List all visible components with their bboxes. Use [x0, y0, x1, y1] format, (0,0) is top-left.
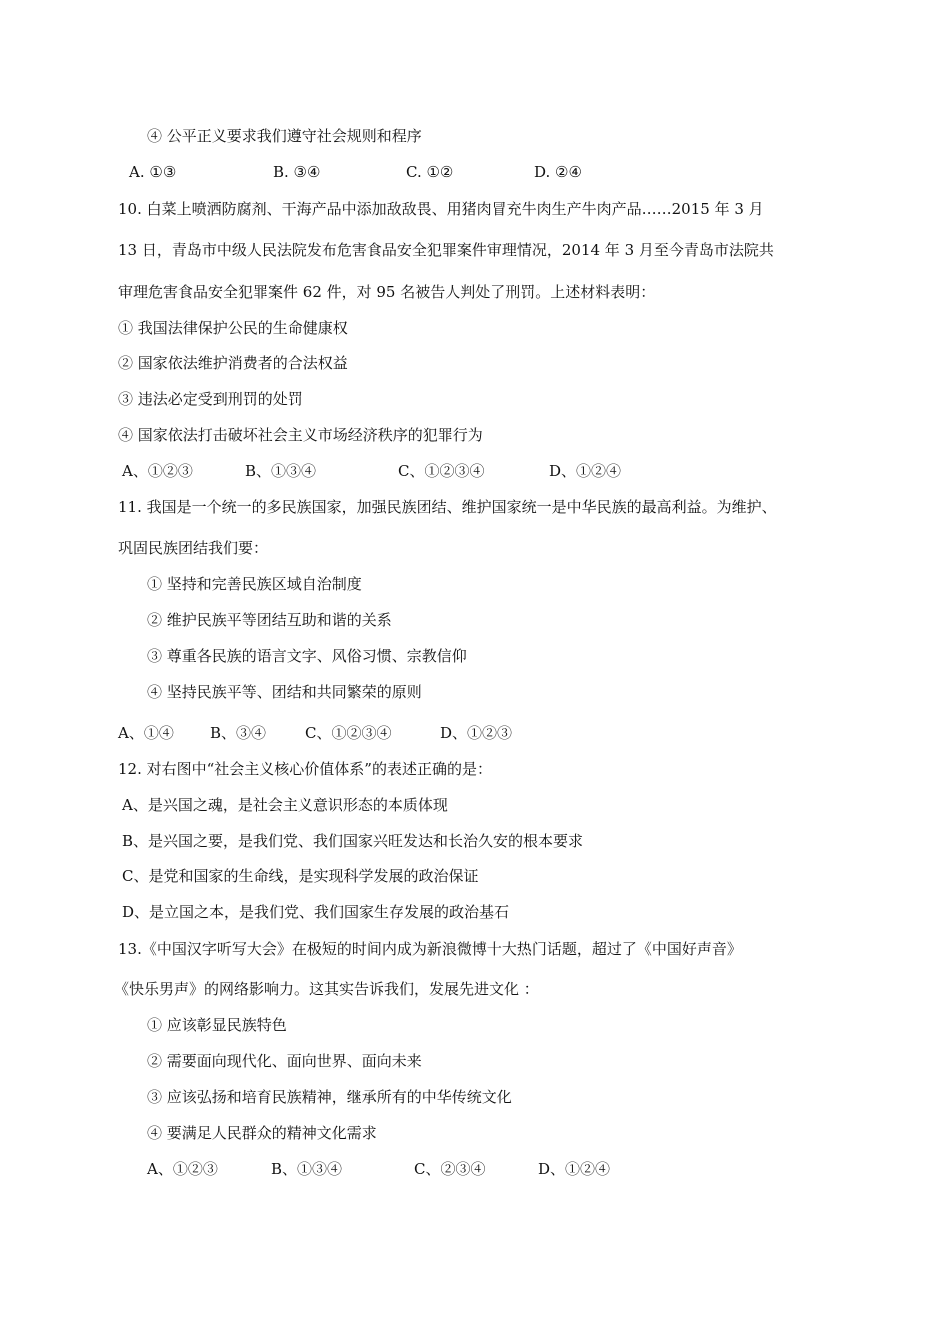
- q10-stem-line-1: 10. 白菜上喷洒防腐剂、干海产品中添加敌敌畏、用猪肉冒充牛肉生产牛肉产品……2015 年 3 月: [118, 200, 764, 218]
- q13-stem-line-1: 13.《中国汉字听写大会》在极短的时间内成为新浪微博十大热门话题，超过了《中国好声音》: [118, 940, 742, 958]
- q12-option-c: C、是党和国家的生命线，是实现科学发展的政治保证: [122, 867, 479, 885]
- q10-option-b: B、①③④: [245, 462, 317, 480]
- q11-statement-2: ② 维护民族平等团结互助和谐的关系: [147, 611, 392, 629]
- q13-option-b: B、①③④: [271, 1160, 343, 1178]
- q13-statement-2: ② 需要面向现代化、面向世界、面向未来: [147, 1052, 422, 1070]
- q9-option-a: A. ①③: [129, 163, 177, 181]
- q11-statement-1: ① 坚持和完善民族区域自治制度: [147, 575, 362, 593]
- q13-stem-line-2: 《快乐男声》的网络影响力。这其实告诉我们，发展先进文化 ：: [114, 980, 539, 998]
- q12-option-a: A、是兴国之魂，是社会主义意识形态的本质体现: [122, 796, 448, 814]
- q13-option-d: D、①②④: [538, 1160, 611, 1178]
- q10-stem-line-2: 13 日，青岛市中级人民法院发布危害食品安全犯罪案件审理情况，2014 年 3 月至今青岛市法院共: [118, 241, 774, 259]
- q9-statement-4: ④ 公平正义要求我们遵守社会规则和程序: [147, 127, 422, 145]
- q10-stem-line-3: 审理危害食品安全犯罪案件 62 件，对 95 名被告人判处了刑罚。上述材料表明：: [118, 283, 656, 301]
- q10-statement-3: ③ 违法必定受到刑罚的处罚: [118, 390, 303, 408]
- q13-statement-4: ④ 要满足人民群众的精神文化需求: [147, 1124, 377, 1142]
- q9-option-b: B. ③④: [273, 163, 321, 181]
- q11-statement-4: ④ 坚持民族平等、团结和共同繁荣的原则: [147, 683, 422, 701]
- q13-statement-3: ③ 应该弘扬和培育民族精神，继承所有的中华传统文化: [147, 1088, 512, 1106]
- q10-statement-4: ④ 国家依法打击破坏社会主义市场经济秩序的犯罪行为: [118, 426, 483, 444]
- q9-option-c: C. ①②: [406, 163, 454, 181]
- q10-option-a: A、①②③: [122, 462, 193, 480]
- q12-option-d: D、是立国之本，是我们党、我们国家生存发展的政治基石: [122, 903, 510, 921]
- q13-option-a: A、①②③: [147, 1160, 218, 1178]
- q11-option-a: A、①④: [118, 724, 174, 742]
- q10-option-c: C、①②③④: [398, 462, 485, 480]
- q10-option-d: D、①②④: [549, 462, 622, 480]
- q11-stem-line-2: 巩固民族团结我们要：: [118, 539, 269, 557]
- q12-option-b: B、是兴国之要，是我们党、我们国家兴旺发达和长治久安的根本要求: [122, 832, 584, 850]
- q10-statement-2: ② 国家依法维护消费者的合法权益: [118, 354, 348, 372]
- q13-statement-1: ① 应该彰显民族特色: [147, 1016, 287, 1034]
- q11-option-b: B、③④: [210, 724, 267, 742]
- q12-stem-line-1: 12. 对右图中“社会主义核心价值体系”的表述正确的是：: [118, 760, 492, 778]
- q13-option-c: C、②③④: [414, 1160, 486, 1178]
- q11-statement-3: ③ 尊重各民族的语言文字、风俗习惯、宗教信仰: [147, 647, 467, 665]
- q9-option-d: D. ②④: [534, 163, 582, 181]
- q11-option-d: D、①②③: [440, 724, 513, 742]
- q10-statement-1: ① 我国法律保护公民的生命健康权: [118, 319, 348, 337]
- q11-stem-line-1: 11. 我国是一个统一的多民族国家，加强民族团结、维护国家统一是中华民族的最高利益。为维护、: [118, 498, 777, 516]
- q11-option-c: C、①②③④: [305, 724, 392, 742]
